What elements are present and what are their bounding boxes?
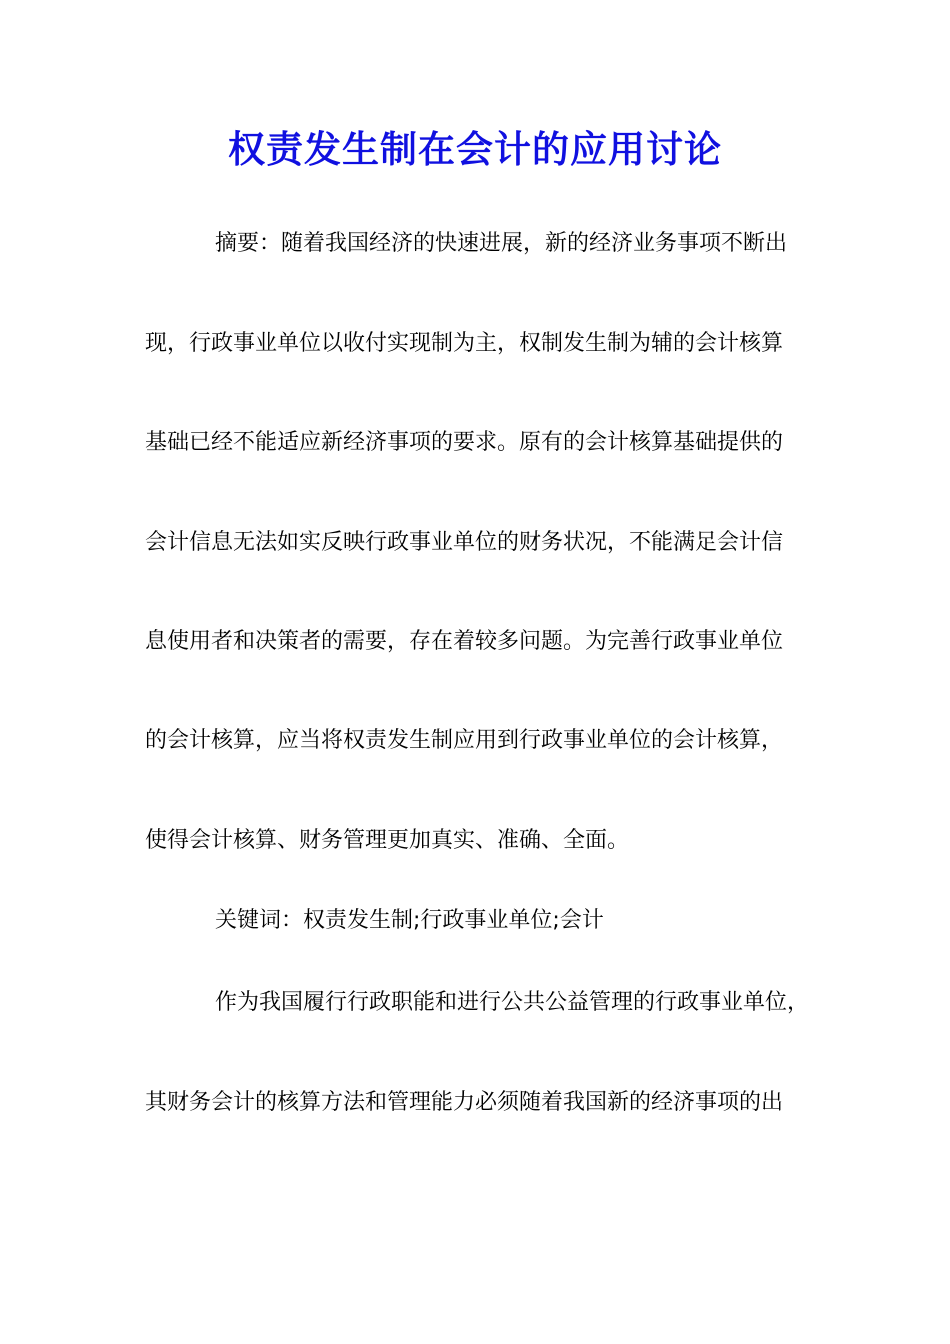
abstract-line-5: 息使用者和决策者的需要，存在着较多问题。为完善行政事业单位 xyxy=(145,629,784,654)
keywords-line: 关键词：权责发生制;行政事业单位;会计 xyxy=(215,908,604,933)
abstract-line-1: 摘要：随着我国经济的快速进展，新的经济业务事项不断出 xyxy=(215,231,788,256)
document-title: 权责发生制在会计的应用讨论 xyxy=(228,128,722,171)
abstract-line-4: 会计信息无法如实反映行政事业单位的财务状况，不能满足会计信 xyxy=(145,530,784,555)
abstract-line-3: 基础已经不能适应新经济事项的要求。原有的会计核算基础提供的 xyxy=(145,430,784,455)
abstract-line-2: 现，行政事业单位以收付实现制为主，权制发生制为辅的会计核算 xyxy=(145,331,784,356)
body-line-2: 其财务会计的核算方法和管理能力必须随着我国新的经济事项的出 xyxy=(145,1090,784,1115)
abstract-line-7: 使得会计核算、财务管理更加真实、准确、全面。 xyxy=(145,828,630,853)
body-line-1: 作为我国履行行政职能和进行公共公益管理的行政事业单位， xyxy=(215,990,810,1015)
abstract-line-6: 的会计核算，应当将权责发生制应用到行政事业单位的会计核算， xyxy=(145,728,784,753)
